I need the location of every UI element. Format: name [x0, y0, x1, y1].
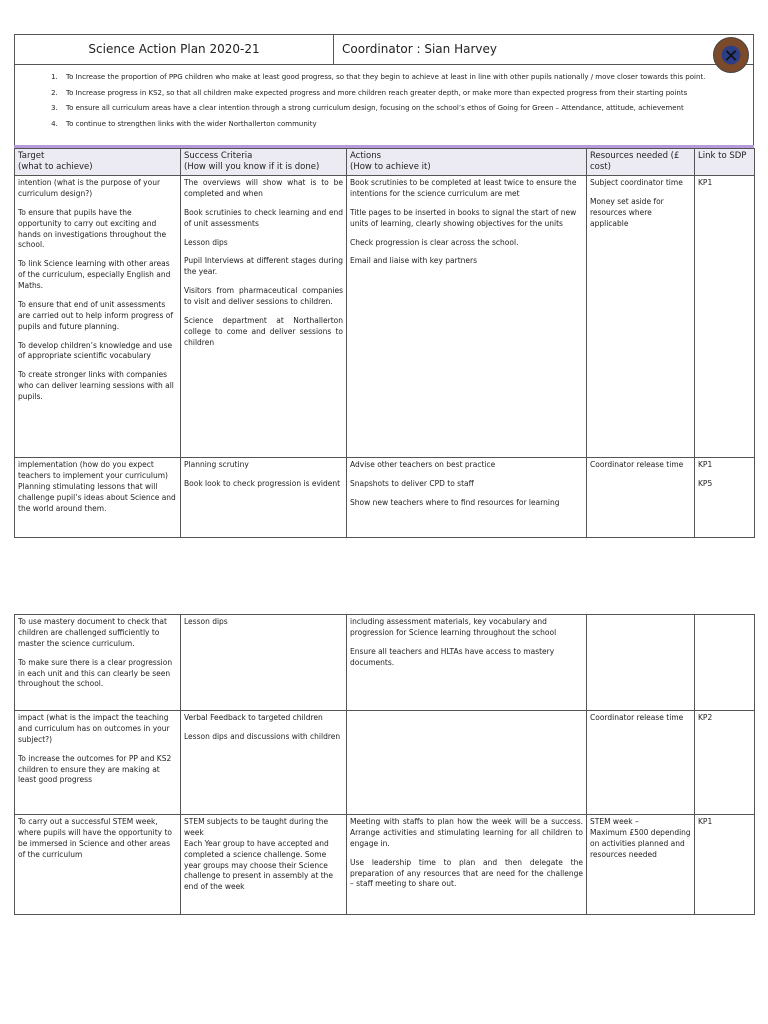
action-plan-table-continued — [14, 614, 755, 915]
header-table — [14, 34, 754, 65]
action-text: Snapshots to deliver CPD to staff — [350, 478, 474, 488]
column-header-row — [15, 148, 755, 175]
resources-cell — [587, 458, 695, 538]
success-text: Lesson dips — [184, 237, 228, 247]
resources-cell — [587, 815, 695, 915]
objective-item: 1. To Increase the proportion of PPG children who make at least good progress, so that they begin to achieve at least in line with other pupils nationally / move closer towards this point. — [60, 73, 750, 81]
action-text: Use leadership time to plan and then delegate the preparation of any resources that are need for the challenge – staff meeting to share out. — [350, 857, 583, 889]
success-text: STEM subjects to be taught during the week Each Year group to have accepted and completed a science challenge. Some year groups may choose their Science challenge to present in assembly at the end of the week — [184, 817, 334, 892]
target-text: To create stronger links with companies who can deliver learning sessions with all pupils. — [18, 370, 174, 402]
coordinator-name: Coordinator : Sian Harvey — [342, 42, 497, 56]
actions-cell — [347, 176, 587, 458]
action-text: including assessment materials, key vocabulary and progression for Science learning throughout the school — [350, 617, 557, 637]
target-text: To increase the outcomes for PP and KS2 children to ensure they are making at least good progress — [18, 753, 172, 785]
sdp-cell — [695, 711, 755, 815]
action-text: Show new teachers where to find resources for learning — [350, 497, 560, 507]
resource-text: Subject coordinator time — [590, 178, 683, 188]
actions-cell — [347, 711, 587, 815]
actions-cell — [347, 815, 587, 915]
success-cell — [181, 176, 347, 458]
success-text: Pupil Interviews at different stages during the year. — [184, 256, 343, 277]
actions-cell — [347, 458, 587, 538]
success-text: Verbal Feedback to targeted children — [184, 713, 323, 722]
resource-text: STEM week – Maximum £500 depending on activities planned and resources needed — [590, 817, 691, 859]
plan-title: Science Action Plan 2020-21 — [15, 35, 334, 65]
target-text: To carry out a successful STEM week, where pupils will have the opportunity to be immersed in Science and other areas of the curriculum — [18, 817, 173, 859]
success-text: Book look to check progression is evident — [184, 478, 341, 488]
objectives-cell — [15, 65, 754, 146]
resources-cell — [587, 711, 695, 815]
table-row — [15, 711, 755, 815]
sdp-cell — [695, 815, 755, 915]
column-header-target: Target (what to achieve) — [15, 148, 181, 175]
success-text: Lesson dips and discussions with children — [184, 731, 341, 741]
action-text: Ensure all teachers and HLTAs have access to mastery documents. — [350, 646, 555, 667]
target-cell — [15, 615, 181, 711]
action-text: Advise other teachers on best practice — [350, 460, 496, 470]
target-text: To link Science learning with other areas of the curriculum, especially English and Maths. — [18, 259, 171, 291]
target-text: To ensure that end of unit assessments are carried out to help inform progress of pupils and future planning. — [18, 299, 173, 331]
success-cell — [181, 615, 347, 711]
target-text: To develop children’s knowledge and use of appropriate scientific vocabulary — [18, 340, 173, 361]
coordinator-cell — [334, 35, 754, 65]
target-cell — [15, 711, 181, 815]
table-row — [15, 615, 755, 711]
action-text: Meeting with staffs to plan how the week will be a success. Arrange activities and stimulating learning for all children to engage in. — [350, 817, 583, 848]
table-row — [15, 815, 755, 915]
resource-text: Coordinator release time — [590, 713, 684, 722]
resources-cell — [587, 615, 695, 711]
sdp-cell — [695, 458, 755, 538]
sdp-link: KP2 — [698, 713, 713, 722]
sdp-cell — [695, 176, 755, 458]
target-cell — [15, 815, 181, 915]
action-text: Title pages to be inserted in books to signal the start of new units of learning, clearly showing objectives for the units — [350, 207, 577, 228]
column-header-resources: Resources needed (£ cost) — [587, 148, 695, 175]
target-text: To ensure that pupils have the opportunity to carry out exciting and hands on investigations throughout the school. — [18, 207, 167, 250]
action-text: Email and liaise with key partners — [350, 256, 477, 266]
target-cell — [15, 176, 181, 458]
sdp-link: KP5 — [698, 478, 713, 488]
action-text: Book scrutinies to be completed at least twice to ensure the intentions for the science curriculum are met — [350, 178, 577, 198]
objective-item: 3. To ensure all curriculum areas have a clear intention through a strong curriculum design, focusing on the school’s ethos of Going for Green – Attendance, attitude, achievement — [60, 104, 750, 112]
success-text: Lesson dips — [184, 617, 228, 626]
action-text: Check progression is clear across the school. — [350, 237, 519, 247]
table-row — [15, 176, 755, 458]
page-two — [14, 614, 754, 915]
page-one — [14, 34, 754, 538]
target-text: To use mastery document to check that children are challenged sufficiently to master the science curriculum. — [18, 617, 167, 648]
column-header-sdp: Link to SDP — [695, 148, 755, 175]
target-text: intention (what is the purpose of your curriculum design?) — [18, 178, 161, 198]
school-logo-icon — [713, 37, 749, 73]
objectives-table — [14, 65, 754, 148]
actions-cell — [347, 615, 587, 711]
resources-cell — [587, 176, 695, 458]
sdp-link: KP1 — [698, 178, 713, 188]
objective-item: 2. To Increase progress in KS2, so that all children make expected progress and more children reach greater depth, or make more than expected progress from their starting points — [60, 89, 750, 97]
resource-text: Coordinator release time — [590, 460, 684, 470]
resource-text: Money set aside for resources where applicable — [590, 196, 664, 228]
success-text: Science department at Northallerton college to come and deliver sessions to children — [184, 315, 343, 347]
column-header-success: Success Criteria (How will you know if it is done) — [181, 148, 347, 175]
success-cell — [181, 458, 347, 538]
sdp-link: KP1 — [698, 460, 713, 470]
objective-item: 4. To continue to strengthen links with the wider Northallerton community — [60, 120, 750, 128]
target-text: To make sure there is a clear progression in each unit and this can clearly be seen throughout the school. — [18, 657, 173, 689]
objectives-list — [18, 67, 750, 143]
target-text: implementation (how do you expect teachers to implement your curriculum) Planning stimulating lessons that will challenge pupil’s ideas about Science and the world around them. — [18, 460, 176, 513]
success-cell — [181, 711, 347, 815]
target-text: impact (what is the impact the teaching and curriculum has on outcomes in your subject?) — [18, 713, 170, 744]
target-cell — [15, 458, 181, 538]
action-plan-table — [14, 148, 755, 538]
success-text: Planning scrutiny — [184, 460, 249, 470]
sdp-cell — [695, 615, 755, 711]
table-row — [15, 458, 755, 538]
success-text: The overviews will show what is to be completed and when — [184, 178, 343, 198]
success-text: Visitors from pharmaceutical companies to visit and deliver sessions to children. — [184, 286, 343, 307]
sdp-link: KP1 — [698, 817, 713, 826]
column-header-actions: Actions (How to achieve it) — [347, 148, 587, 175]
success-text: Book scrutinies to check learning and end of unit assessments — [184, 207, 343, 228]
success-cell — [181, 815, 347, 915]
